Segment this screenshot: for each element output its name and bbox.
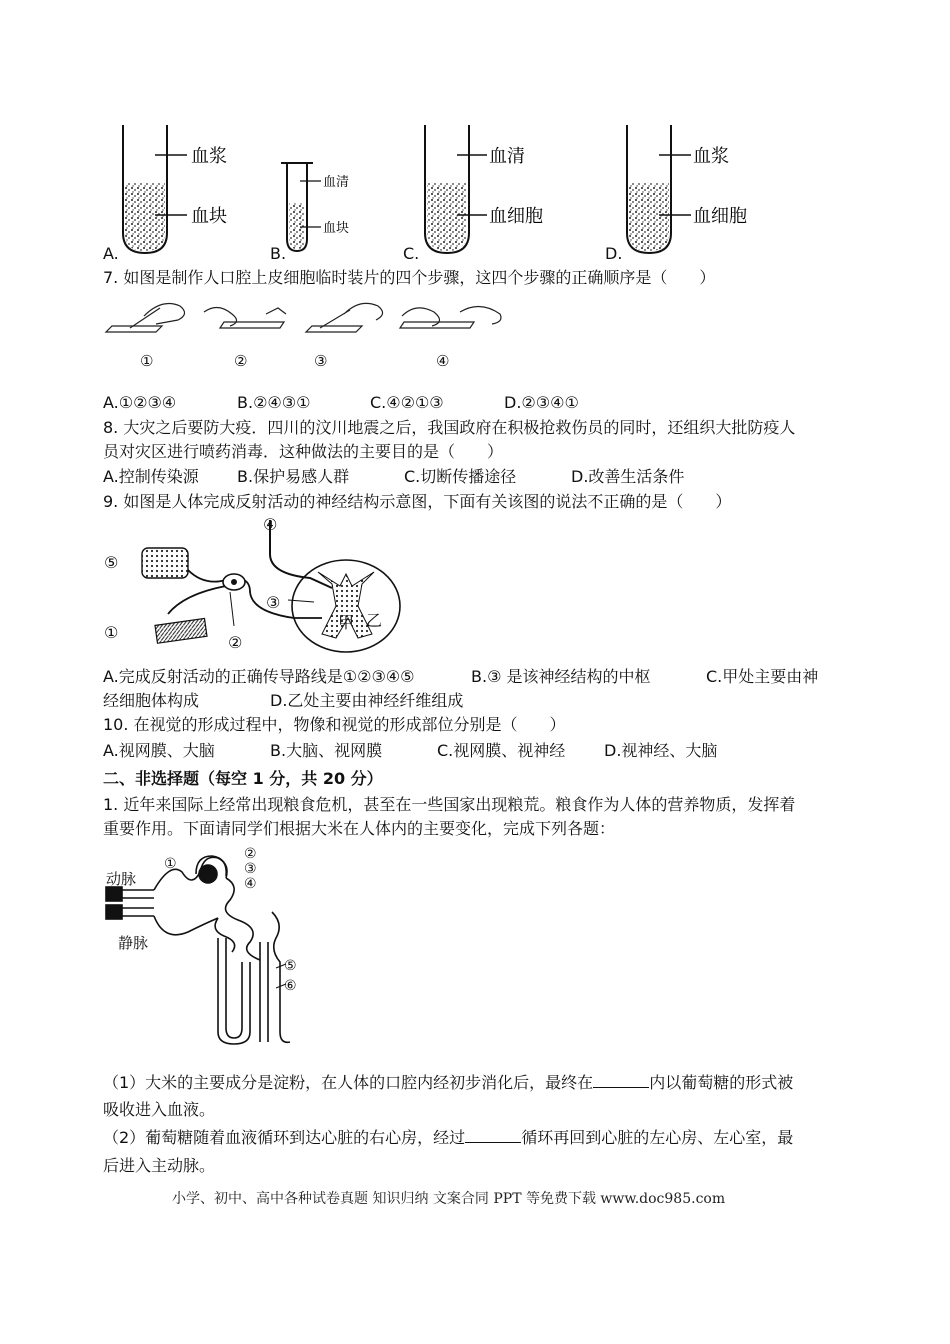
q8-option-c: C.切断传播途径 bbox=[404, 467, 517, 486]
nephron-label-4: ④ bbox=[244, 876, 257, 892]
q8-option-a: A.控制传染源 bbox=[103, 467, 199, 486]
q10-stem: 10. 在视觉的形成过程中，物像和视觉的形成部位分别是（ ） bbox=[103, 715, 566, 734]
s2-q1-line1: 1. 近年来国际上经常出现粮食危机，甚至在一些国家出现粮荒。粮食作为人体的营养物质，发挥着 bbox=[103, 795, 796, 814]
option-letter-d: D. bbox=[605, 244, 623, 263]
reflex-label-2: ② bbox=[228, 633, 243, 652]
q7-stem: 7. 如图是制作人口腔上皮细胞临时装片的四个步骤，这四个步骤的正确顺序是（ ） bbox=[103, 268, 716, 287]
nephron-figure bbox=[100, 842, 310, 1052]
vein-label: 静脉 bbox=[118, 934, 149, 952]
q9-option-c: C.甲处主要由神 bbox=[706, 667, 819, 686]
q9-option-a: A.完成反射活动的正确传导路线是①②③④⑤ bbox=[103, 667, 415, 686]
step-label-2: ② bbox=[234, 352, 248, 370]
tube-a-bottom-label: 血块 bbox=[191, 206, 227, 227]
section2-heading: 二、非选择题（每空 1 分，共 20 分） bbox=[103, 769, 383, 788]
nephron-label-5: ⑤ bbox=[284, 958, 297, 974]
s2-sub1-part-b: 内以葡萄糖的形式被 bbox=[649, 1073, 794, 1092]
tube-c-bottom-label: 血细胞 bbox=[489, 206, 543, 227]
q10-option-d: D.视神经、大脑 bbox=[604, 741, 718, 760]
tube-a-top-label: 血浆 bbox=[191, 146, 227, 167]
blood-tubes-figure bbox=[95, 115, 795, 265]
s2-sub2-line2: 后进入主动脉。 bbox=[103, 1156, 216, 1175]
tube-b-bottom-label: 血块 bbox=[323, 221, 350, 236]
tube-b bbox=[281, 163, 349, 251]
q7-option-c: C.④②①③ bbox=[370, 393, 444, 412]
artery-label: 动脉 bbox=[106, 870, 137, 888]
nephron-label-2: ② bbox=[244, 846, 257, 862]
reflex-label-jia: 甲 bbox=[338, 613, 355, 632]
s2-sub1-part-a: （1）大米的主要成分是淀粉，在人体的口腔内经初步消化后，最终在 bbox=[103, 1073, 594, 1092]
q7-option-b: B.②④③① bbox=[237, 393, 311, 412]
q8-stem-line2: 员对灾区进行喷药消毒．这种做法的主要目的是（ ） bbox=[103, 442, 504, 461]
q10-option-b: B.大脑、视网膜 bbox=[270, 741, 383, 760]
q8-option-b: B.保护易感人群 bbox=[237, 467, 350, 486]
answer-blank-2[interactable] bbox=[465, 1128, 521, 1143]
q7-option-a: A.①②③④ bbox=[103, 393, 177, 412]
q9-option-d: D.乙处主要由神经纤维组成 bbox=[270, 691, 464, 710]
page-footer: 小学、初中、高中各种试卷真题 知识归纳 文案合同 PPT 等免费下载 www.doc985.com bbox=[172, 1191, 726, 1207]
nephron-label-1: ① bbox=[164, 856, 177, 872]
q8-option-d: D.改善生活条件 bbox=[571, 467, 685, 486]
s2-sub2-line1 bbox=[103, 1127, 793, 1149]
tube-c bbox=[425, 125, 543, 253]
slide-steps-figure bbox=[100, 292, 520, 372]
s2-sub1-line1 bbox=[103, 1072, 793, 1094]
q9-stem: 9. 如图是人体完成反射活动的神经结构示意图，下面有关该图的说法不正确的是（ ） bbox=[103, 492, 732, 511]
tube-d-top-label: 血浆 bbox=[693, 146, 729, 167]
tube-c-top-label: 血清 bbox=[489, 146, 525, 167]
q10-option-a: A.视网膜、大脑 bbox=[103, 741, 215, 760]
reflex-label-yi: 乙 bbox=[366, 611, 383, 630]
q10-option-c: C.视网膜、视神经 bbox=[437, 741, 566, 760]
reflex-label-1: ① bbox=[104, 623, 119, 642]
nephron-label-3: ③ bbox=[244, 861, 257, 877]
s2-sub2-part-b: 循环再回到心脏的左心房、左心室，最 bbox=[521, 1128, 794, 1147]
q7-option-d: D.②③④① bbox=[504, 393, 579, 412]
s2-sub1-line2: 吸收进入血液。 bbox=[103, 1100, 216, 1119]
q8-stem-line1: 8. 大灾之后要防大疫．四川的汶川地震之后，我国政府在积极抢救伤员的同时，还组织大批防疫人 bbox=[103, 418, 796, 437]
tube-d bbox=[627, 125, 747, 253]
reflex-arc-figure bbox=[100, 514, 410, 659]
option-letter-a: A. bbox=[103, 244, 119, 263]
nephron-label-6: ⑥ bbox=[284, 978, 297, 994]
tube-a bbox=[123, 125, 227, 253]
q9-option-b: B.③ 是该神经结构的中枢 bbox=[471, 667, 651, 686]
reflex-label-4: ④ bbox=[263, 515, 278, 534]
step-label-1: ① bbox=[140, 352, 154, 370]
step-label-4: ④ bbox=[436, 352, 450, 370]
q9-option-c-cont: 经细胞体构成 bbox=[103, 691, 200, 710]
option-letter-c: C. bbox=[403, 244, 420, 263]
answer-blank-1[interactable] bbox=[593, 1073, 649, 1088]
s2-q1-line2: 重要作用。下面请同学们根据大米在人体内的主要变化，完成下列各题： bbox=[103, 819, 616, 838]
reflex-label-5: ⑤ bbox=[104, 553, 119, 572]
tube-b-top-label: 血清 bbox=[323, 175, 350, 190]
step-label-3: ③ bbox=[314, 352, 328, 370]
tube-d-bottom-label: 血细胞 bbox=[693, 206, 747, 227]
option-letter-b: B. bbox=[270, 244, 287, 263]
s2-sub2-part-a: （2）葡萄糖随着血液循环到达心脏的右心房，经过 bbox=[103, 1128, 466, 1147]
reflex-label-3: ③ bbox=[266, 593, 281, 612]
